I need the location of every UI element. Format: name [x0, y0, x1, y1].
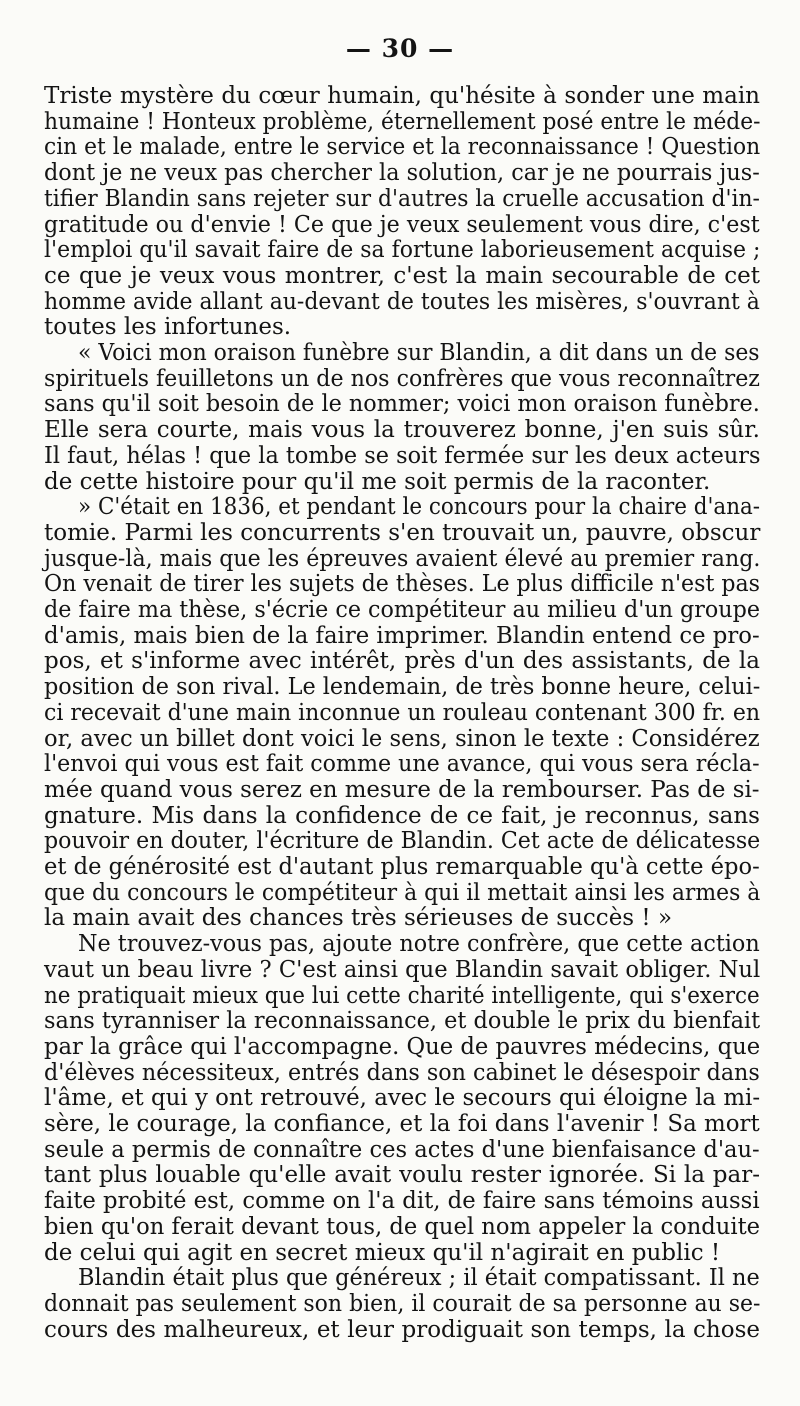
text-line: jusque-là, mais que les épreuves avaient élevé au premier rang.	[44, 545, 761, 572]
text-line: vaut un beau livre ? C'est ainsi que Blandin savait obliger. Nul	[44, 956, 761, 983]
text-line: tifier Blandin sans rejeter sur d'autres la cruelle accusation d'in-	[44, 185, 760, 212]
text-line: humaine ! Honteux problème, éternellement posé entre le méde-	[44, 108, 761, 135]
text-line: sère, le courage, la confiance, et la foi dans l'avenir ! Sa mort	[44, 1111, 760, 1137]
text-line: par la grâce qui l'accompagne. Que de pauvres médecins, que	[44, 1033, 761, 1060]
text-line: Ne trouvez-vous pas, ajoute notre confrère, que cette action	[78, 931, 760, 958]
text-line: tomie. Parmi les concurrents s'en trouvait un, pauvre, obscur	[44, 519, 761, 546]
text-line: donnait pas seulement son bien, il courait de sa personne au se-	[44, 1290, 761, 1317]
text-line: de cette histoire pour qu'il me soit permis de la raconter.	[44, 468, 711, 495]
text-line: d'amis, mais bien de la faire imprimer. Blandin entend ce pro-	[44, 622, 760, 649]
page-number: — 30 —	[345, 34, 455, 63]
text-line: cours des malheureux, et leur prodiguait son temps, la chose	[44, 1316, 760, 1343]
text-line: ce que je veux vous montrer, c'est la main secourable de cet	[44, 262, 760, 289]
text-line: pos, et s'informe avec intérêt, près d'un des assistants, de la	[44, 648, 760, 675]
text-line: gnature. Mis dans la confidence de ce fait, je reconnus, sans	[44, 802, 760, 829]
text-line: de celui qui agit en secret mieux qu'il n'agirait en public !	[44, 1239, 721, 1266]
text-line: sans qu'il soit besoin de le nommer; voici mon oraison funèbre.	[44, 391, 760, 418]
text-line: Elle sera courte, mais vous la trouverez bonne, j'en suis sûr.	[44, 417, 760, 444]
text-line: cin et le malade, entre le service et la reconnaissance ! Question	[44, 134, 761, 161]
text-line: l'envoi qui vous est fait comme une avance, qui vous sera récla-	[44, 751, 760, 778]
text-line: « Voici mon oraison funèbre sur Blandin, a dit dans un de ses	[78, 340, 760, 366]
text-line: gratitude ou d'envie ! Ce que je veux seulement vous dire, c'est	[44, 211, 760, 238]
text-line: On venait de tirer les sujets de thèses. Le plus difficile n'est pas	[44, 571, 760, 598]
text-line: dont je ne veux pas chercher la solution, car je ne pourrais jus-	[44, 160, 760, 187]
text-line: seule a permis de connaître ces actes d'une bienfaisance d'au-	[44, 1136, 760, 1163]
text-line: et de générosité est d'autant plus remarquable qu'à cette épo-	[44, 854, 760, 880]
text-line: l'âme, et qui y ont retrouvé, avec le secours qui éloigne la mi-	[44, 1085, 761, 1112]
text-line: » C'était en 1836, et pendant le concours pour la chaire d'ana-	[78, 494, 761, 521]
text-line: or, avec un billet dont voici le sens, sinon le texte : Considérez	[44, 725, 760, 752]
text-line: pouvoir en douter, l'écriture de Blandin. Cet acte de délicatesse	[44, 828, 761, 855]
text-line: l'emploi qu'il savait faire de sa fortune laborieusement acquise ;	[44, 237, 761, 264]
text-line: toutes les infortunes.	[44, 314, 292, 341]
text-line: position de son rival. Le lendemain, de très bonne heure, celui-	[44, 674, 761, 701]
text-line: Triste mystère du cœur humain, qu'hésite à sonder une main	[44, 83, 760, 109]
text-line: bien qu'on ferait devant tous, de quel nom appeler la conduite	[44, 1213, 761, 1240]
text-line: faite probité est, comme on l'a dit, de faire sans témoins aussi	[44, 1188, 760, 1215]
text-line: homme avide allant au-devant de toutes les misères, s'ouvrant à	[44, 288, 760, 315]
text-line: ne pratiquait mieux que lui cette charité intelligente, qui s'exerce	[44, 982, 760, 1009]
text-line: la main avait des chances très sérieuses de succès ! »	[44, 905, 673, 932]
text-line: sans tyranniser la reconnaissance, et double le prix du bienfait	[44, 1008, 761, 1035]
text-line: Blandin était plus que généreux ; il était compatissant. Il ne	[78, 1265, 760, 1292]
text-line: de faire ma thèse, s'écrie ce compétiteur au milieu d'un groupe	[44, 597, 760, 623]
text-line: ci recevait d'une main inconnue un rouleau contenant 300 fr. en	[44, 699, 761, 726]
text-line: mée quand vous serez en mesure de la rembourser. Pas de si-	[44, 776, 760, 803]
text-line: spirituels feuilletons un de nos confrères que vous reconnaîtrez	[44, 365, 760, 392]
text-line: que du concours le compétiteur à qui il mettait ainsi les armes à	[44, 879, 761, 906]
text-line: d'élèves nécessiteux, entrés dans son cabinet le désespoir dans	[44, 1059, 760, 1086]
text-line: tant plus louable qu'elle avait voulu rester ignorée. Si la par-	[44, 1162, 760, 1189]
text-line: Il faut, hélas ! que la tombe se soit fermée sur les deux acteurs	[44, 442, 761, 469]
